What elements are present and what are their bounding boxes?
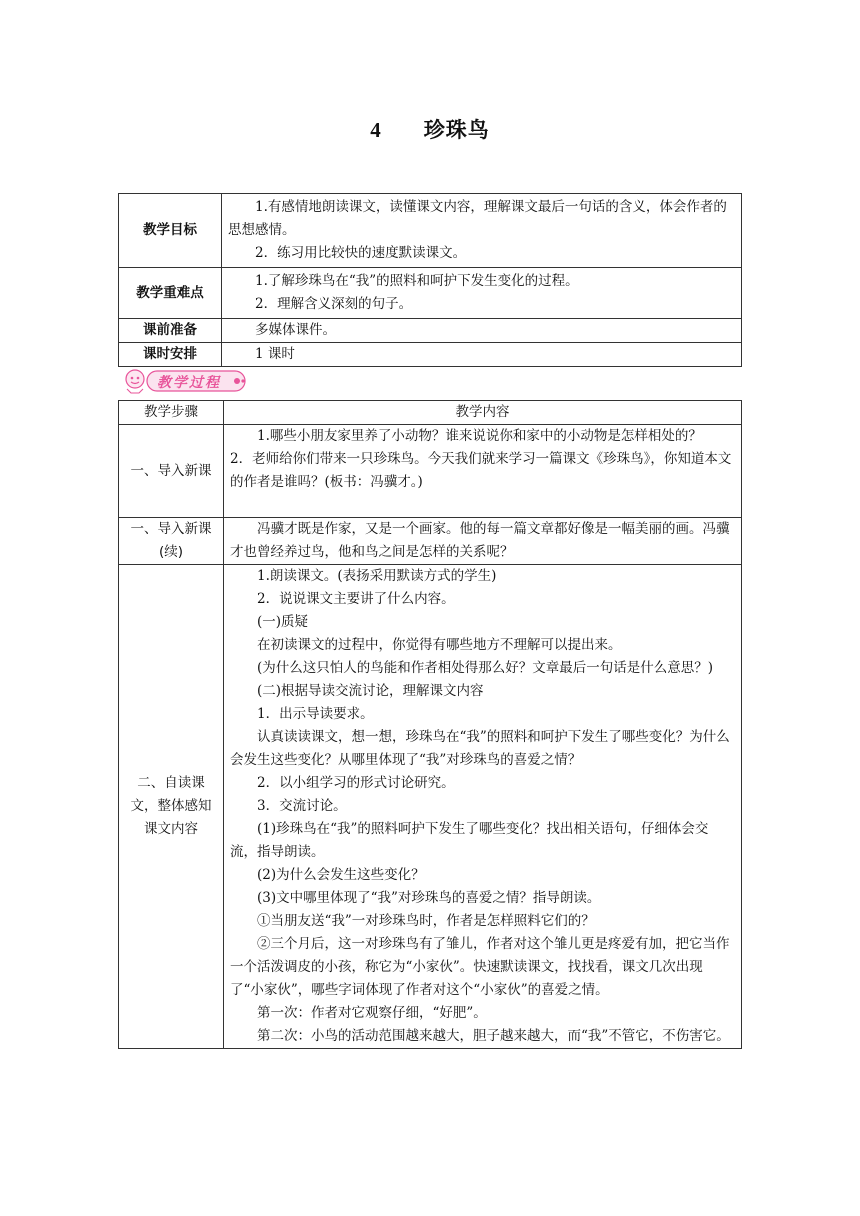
step-self-reading: 二、自读课文，整体感知课文内容 [119,565,224,1049]
reading-line-16: 第一次：作者对它观察仔细，“好肥”。 [257,1005,487,1021]
lesson-title: 珍珠鸟 [423,118,490,142]
reading-line-14: ①当朋友送“我”一对珍珠鸟时，作者是怎样照料它们的？ [257,913,595,929]
reading-line-9: 2．以小组学习的形式讨论研究。 [257,775,455,791]
goals-line-1: 1.有感情地朗读课文，读懂课文内容，理解课文最后一句话的含义，体会作者的思想感情。 [228,199,727,238]
reading-line-3: (一)质疑 [257,614,309,630]
label-goals: 教学目标 [119,194,222,268]
reading-line-11: (1)珍珠鸟在“我”的照料呵护下发生了哪些变化？找出相关语句，仔细体会交流，指导朗读。 [230,821,709,860]
label-preparation: 课前准备 [119,319,222,343]
lesson-info-table [118,193,742,367]
reading-line-7: 1．出示导读要求。 [257,706,374,722]
reading-line-4: 在初读课文的过程中，你觉得有哪些地方不理解可以提出来。 [257,637,622,653]
key-points-line-2: 2．理解含义深刻的句子。 [255,296,413,312]
header-steps: 教学步骤 [119,401,224,425]
goals-content [222,194,742,268]
schedule-line: 1 课时 [255,346,295,362]
intro-cont-line-1: 冯骥才既是作家，又是一个画家。他的每一篇文章都好像是一幅美丽的画。冯骥才也曾经养过鸟，他和鸟之间是怎样的关系呢？ [230,521,730,560]
step-self-reading-content [224,565,742,1049]
reading-line-6: (二)根据导读交流讨论，理解课文内容 [257,683,484,699]
intro-line-2: 2．老师给你们带来一只珍珠鸟。今天我们就来学习一篇课文《珍珠鸟》，你知道本文的作者是谁吗？(板书：冯骥才。) [230,451,732,490]
schedule-content [222,343,742,367]
header-content: 教学内容 [224,401,742,425]
intro-line-1: 1.哪些小朋友家里养了小动物？谁来说说你和家中的小动物是怎样相处的？ [257,428,702,444]
step-intro: 一、导入新课 [119,425,224,518]
key-points-content [222,268,742,319]
reading-line-17: 第二次：小鸟的活动范围越来越大，胆子越来越大，而“我”不管它，不伤害它。 [257,1028,730,1044]
step-intro-continued-content [224,518,742,565]
reading-line-5: (为什么这只怕人的鸟能和作者相处得那么好？文章最后一句话是什么意思？) [257,660,714,676]
reading-line-2: 2．说说课文主要讲了什么内容。 [257,591,455,607]
reading-line-1: 1.朗读课文。(表扬采用默读方式的学生) [257,568,497,584]
step-intro-continued: 一、导入新课(续) [119,518,224,565]
key-points-line-1: 1.了解珍珠鸟在“我”的照料和呵护下发生变化的过程。 [255,273,579,289]
teaching-process-banner [121,367,249,395]
preparation-content [222,319,742,343]
preparation-line: 多媒体课件。 [255,322,336,338]
page-title [0,114,860,144]
label-key-points: 教学重难点 [119,268,222,319]
reading-line-15: ②三个月后，这一对珍珠鸟有了雏儿，作者对这个雏儿更是疼爱有加，把它当作一个活泼调皮的小孩，称它为“小家伙”。快速默读课文，找找看，课文几次出现了“小家伙”，哪些字词体现了作者对这个“小家伙”的喜爱之情。 [230,936,730,998]
reading-line-12: (2)为什么会发生这些变化？ [257,867,425,883]
teaching-process-table [118,400,742,1049]
reading-line-8: 认真读读课文，想一想，珍珠鸟在“我”的照料和呵护下发生了哪些变化？为什么会发生这些变化？从哪里体现了“我”对珍珠鸟的喜爱之情？ [230,729,730,768]
reading-line-10: 3．交流讨论。 [257,798,347,814]
goals-line-2: 2．练习用比较快的速度默读课文。 [255,245,467,261]
reading-line-13: (3)文中哪里体现了“我”对珍珠鸟的喜爱之情？指导朗读。 [257,890,601,906]
label-schedule: 课时安排 [119,343,222,367]
lesson-number: 4 [370,118,382,142]
step-intro-content [224,425,742,518]
banner-text: 教学过程 [157,375,221,391]
